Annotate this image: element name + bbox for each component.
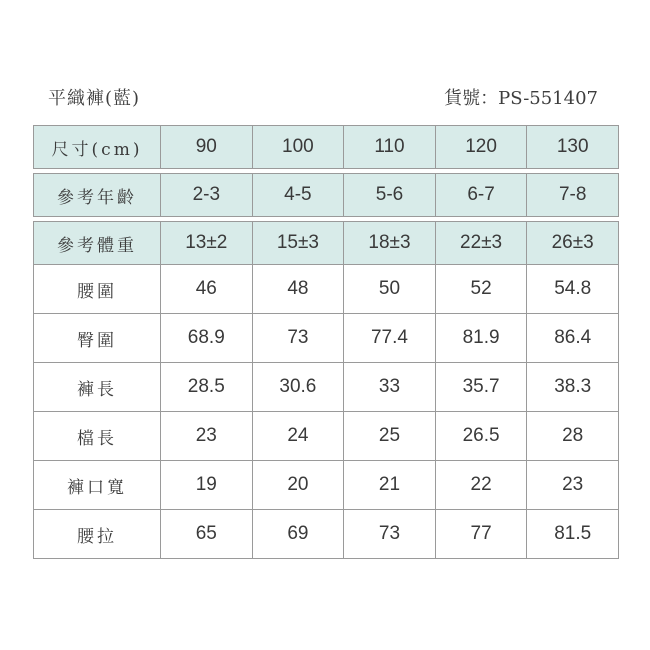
table-cell: 4-5 — [252, 174, 344, 217]
row-label: 腰拉 — [34, 510, 161, 559]
table-cell: 5-6 — [344, 174, 436, 217]
table-cell: 52 — [435, 265, 527, 314]
table-cell: 18±3 — [344, 222, 436, 265]
table-cell: 81.9 — [435, 314, 527, 363]
table-cell: 35.7 — [435, 363, 527, 412]
table-cell: 2-3 — [161, 174, 253, 217]
table-cell: 50 — [344, 265, 436, 314]
table-cell: 22 — [435, 461, 527, 510]
row-label: 檔長 — [34, 412, 161, 461]
product-title: 平織褲(藍) — [48, 88, 141, 109]
table-row — [34, 461, 619, 510]
row-label: 腰圍 — [34, 265, 161, 314]
table-cell: 38.3 — [527, 363, 619, 412]
page-header — [48, 84, 598, 114]
table-row — [34, 363, 619, 412]
table-cell: 20 — [252, 461, 344, 510]
table-cell: 25 — [344, 412, 436, 461]
table-cell: 23 — [161, 412, 253, 461]
row-label: 褲長 — [34, 363, 161, 412]
table-cell: 130 — [527, 126, 619, 169]
table-cell: 86.4 — [527, 314, 619, 363]
table-cell: 13±2 — [161, 222, 253, 265]
table-row — [34, 510, 619, 559]
table-cell: 120 — [435, 126, 527, 169]
size-row — [34, 126, 619, 169]
table-cell: 22±3 — [435, 222, 527, 265]
table-cell: 28 — [527, 412, 619, 461]
table-cell: 7-8 — [527, 174, 619, 217]
table-cell: 68.9 — [161, 314, 253, 363]
table-cell: 23 — [527, 461, 619, 510]
table-cell: 69 — [252, 510, 344, 559]
table-cell: 81.5 — [527, 510, 619, 559]
table-cell: 33 — [344, 363, 436, 412]
table-row — [34, 412, 619, 461]
table-cell: 24 — [252, 412, 344, 461]
table-cell: 90 — [161, 126, 253, 169]
table-cell: 77.4 — [344, 314, 436, 363]
table-cell: 110 — [344, 126, 436, 169]
row-label: 尺寸(cm) — [34, 126, 161, 169]
row-label: 參考體重 — [34, 222, 161, 265]
table-cell: 48 — [252, 265, 344, 314]
age-row — [34, 174, 619, 217]
table-row — [34, 265, 619, 314]
table-cell: 15±3 — [252, 222, 344, 265]
table-cell: 19 — [161, 461, 253, 510]
table-cell: 65 — [161, 510, 253, 559]
size-chart-table — [33, 125, 619, 559]
table-cell: 26±3 — [527, 222, 619, 265]
table-cell: 46 — [161, 265, 253, 314]
table-cell: 28.5 — [161, 363, 253, 412]
table-cell: 21 — [344, 461, 436, 510]
table-cell: 100 — [252, 126, 344, 169]
row-label: 褲口寬 — [34, 461, 161, 510]
row-label: 臀圍 — [34, 314, 161, 363]
table-row — [34, 314, 619, 363]
row-label: 參考年齡 — [34, 174, 161, 217]
table-cell: 30.6 — [252, 363, 344, 412]
table-cell: 6-7 — [435, 174, 527, 217]
weight-row — [34, 222, 619, 265]
table-cell: 54.8 — [527, 265, 619, 314]
product-code: 貨號：PS-551407 — [444, 88, 598, 109]
table-cell: 77 — [435, 510, 527, 559]
table-cell: 73 — [344, 510, 436, 559]
table-cell: 26.5 — [435, 412, 527, 461]
table-cell: 73 — [252, 314, 344, 363]
